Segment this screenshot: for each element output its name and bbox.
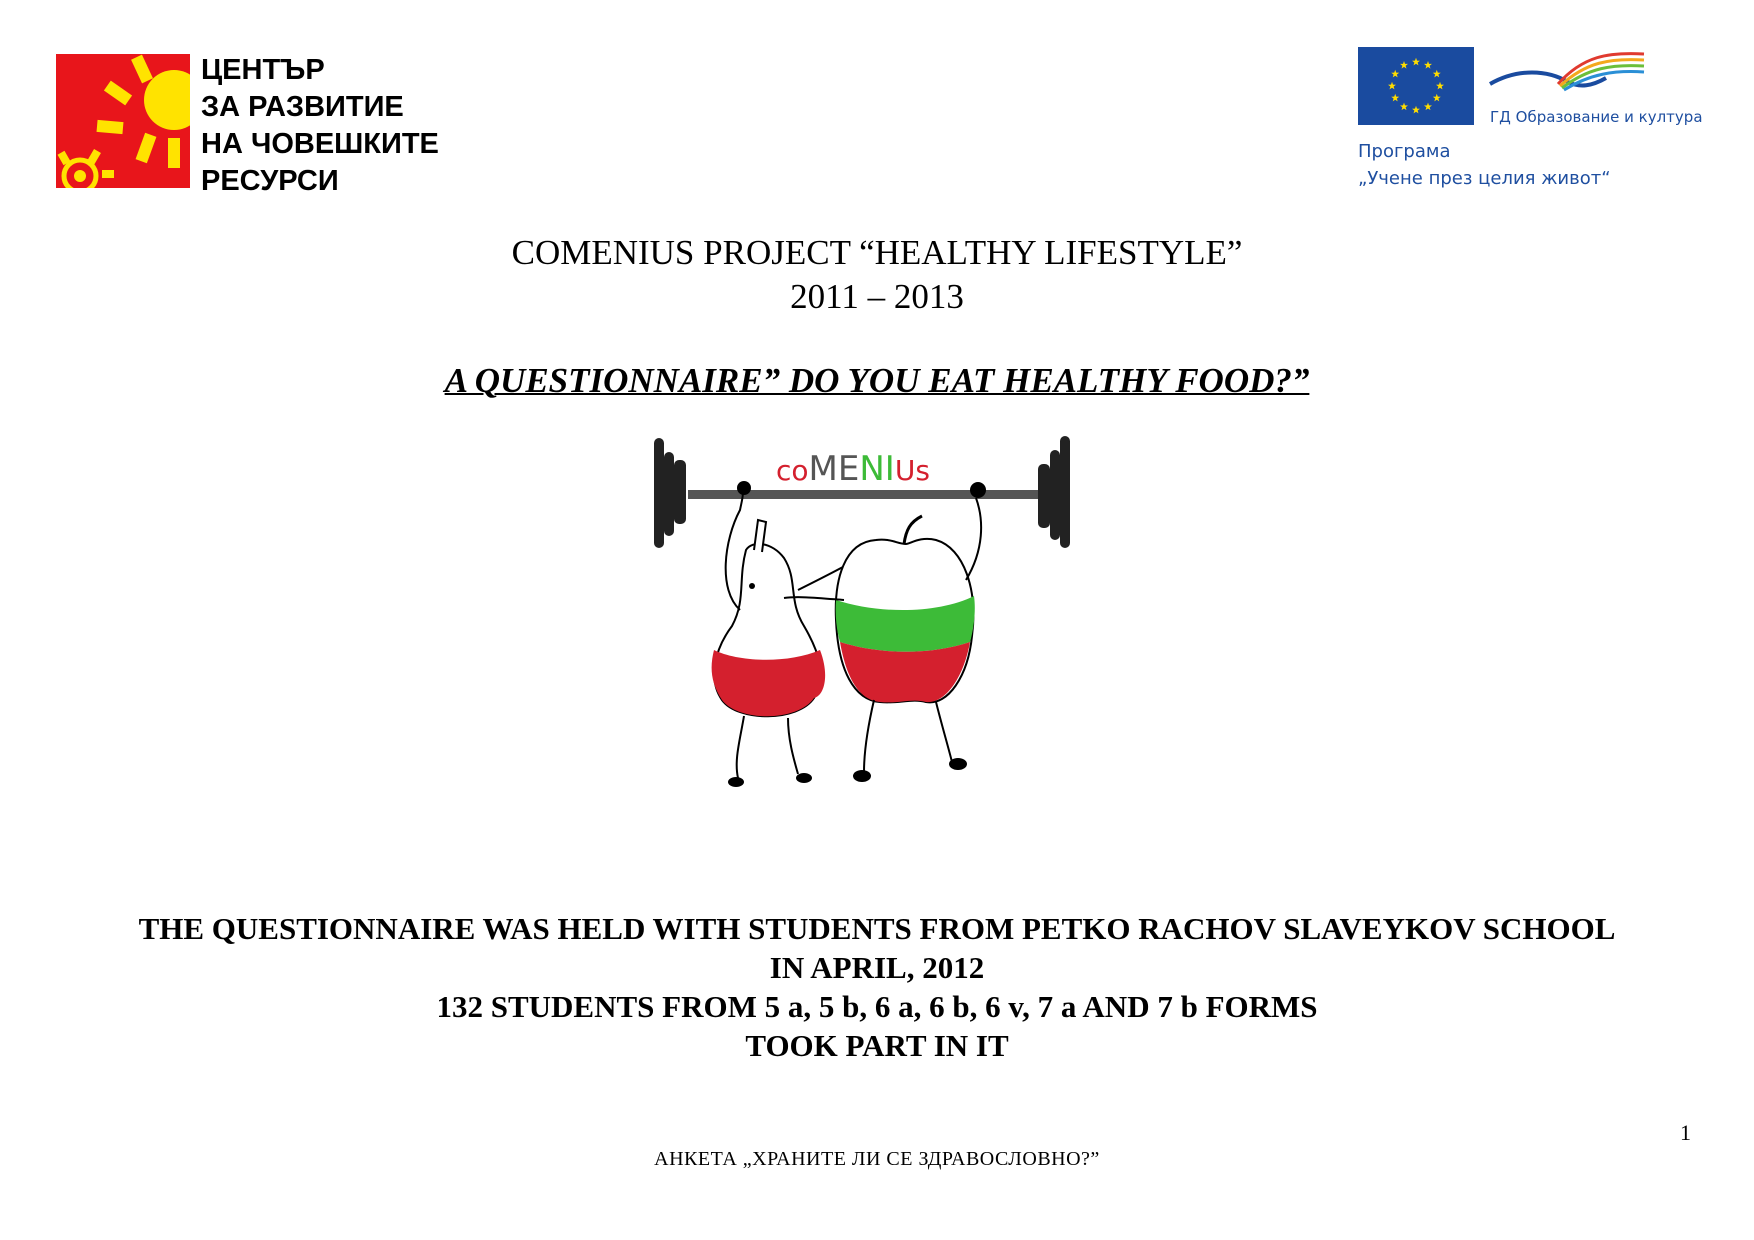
- svg-text:coMENIUs: [776, 449, 930, 489]
- footer-text: АНКЕТА „ХРАНИТЕ ЛИ СЕ ЗДРАВОСЛОВНО?”: [654, 1148, 1100, 1170]
- sun-logo-icon: [56, 54, 190, 188]
- page-number: 1: [1680, 1120, 1691, 1145]
- description-line: IN APRIL, 2012: [769, 950, 985, 985]
- description-line: 132 STUDENTS FROM 5 a, 5 b, 6 a, 6 b, 6 v, 7 a AND 7 b FORMS: [436, 989, 1318, 1024]
- description-line: THE QUESTIONNAIRE WAS HELD WITH STUDENTS FROM PETKO RACHOV SLAVEYKOV SCHOOL: [138, 911, 1616, 946]
- program-line: „Учене през целия живот“: [1358, 168, 1611, 189]
- org-name-line: ЦЕНТЪР: [201, 54, 325, 86]
- fruit-weightlifters-illustration: [648, 430, 1092, 804]
- dg-education-label: ГД Образование и култура: [1490, 108, 1703, 126]
- project-years: 2011 – 2013: [790, 277, 964, 316]
- program-label: [1358, 138, 1611, 192]
- project-title: [0, 231, 1754, 319]
- bar-label-part: NI: [859, 449, 895, 489]
- bar-label-part: Us: [894, 454, 930, 487]
- lifelong-learning-logo-icon: [1488, 48, 1648, 98]
- eu-flag-icon: [1358, 47, 1474, 125]
- bar-label-part: ME: [808, 449, 860, 489]
- questionnaire-title: A QUESTIONNAIRE” DO YOU EAT HEALTHY FOOD?”: [444, 361, 1310, 400]
- org-name-line: НА ЧОВЕШКИТЕ: [201, 128, 439, 160]
- organization-name: [201, 52, 439, 200]
- survey-description: [0, 909, 1754, 1065]
- project-title-line: COMENIUS PROJECT “HEALTHY LIFESTYLE”: [511, 233, 1243, 272]
- org-name-line: РЕСУРСИ: [201, 165, 339, 197]
- organization-logo: [56, 54, 476, 197]
- org-name-line: ЗА РАЗВИТИЕ: [201, 91, 404, 123]
- program-line: Програма: [1358, 141, 1451, 162]
- description-line: TOOK PART IN IT: [745, 1028, 1009, 1063]
- bar-label-part: co: [776, 454, 809, 487]
